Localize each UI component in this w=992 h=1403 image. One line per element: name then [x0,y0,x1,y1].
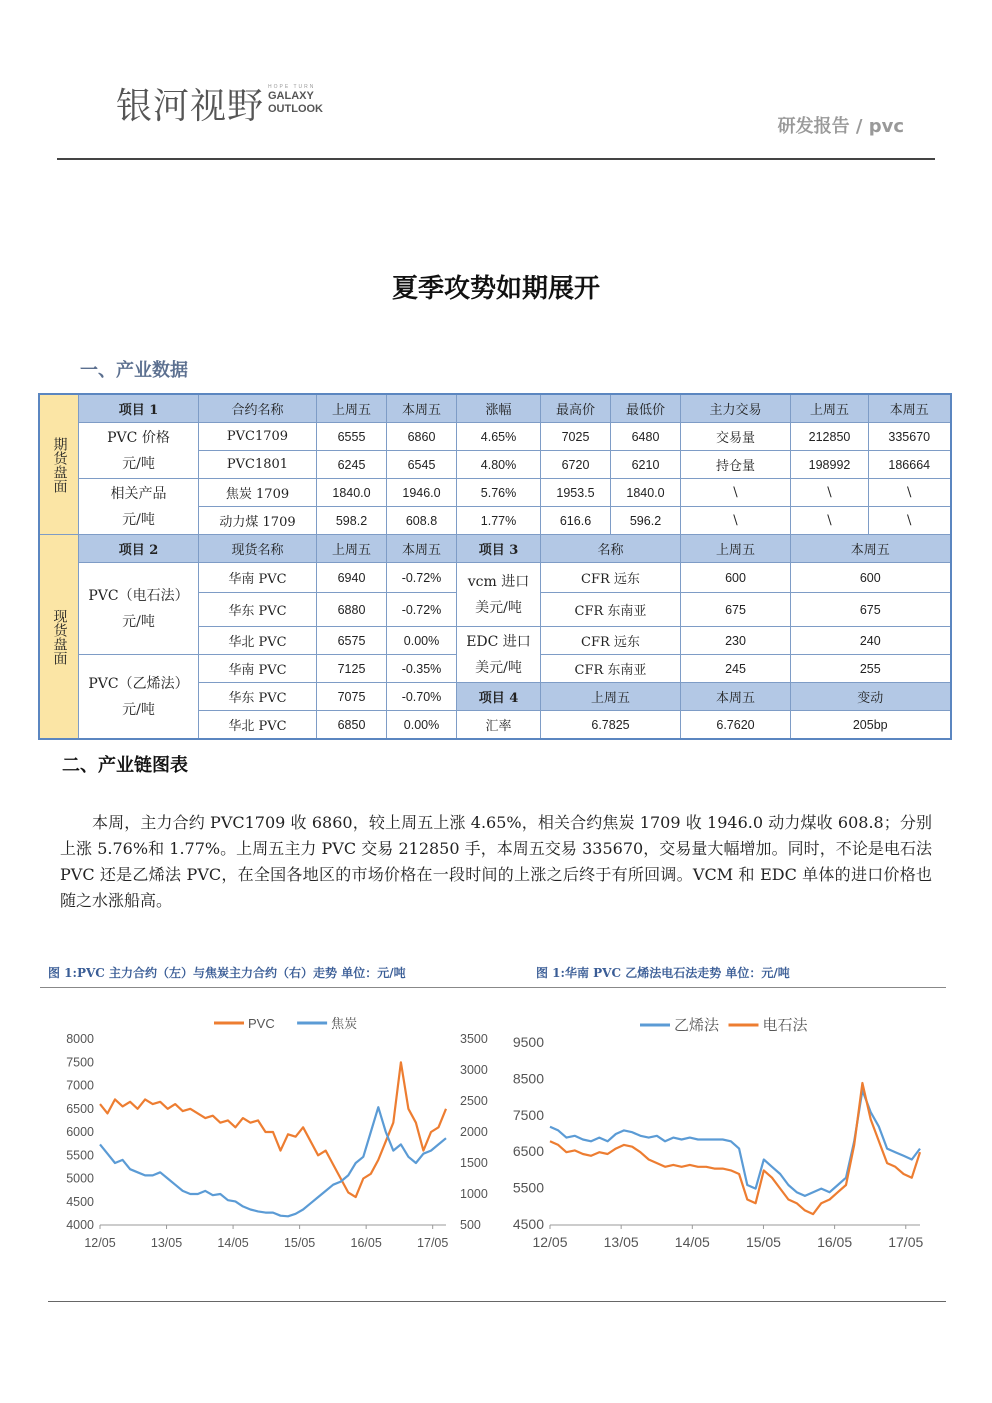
table-cell: 5.76% [457,479,541,507]
label-text: PVC（乙烯法） [88,675,189,692]
table-cell: 6.7620 [681,711,791,740]
unit-text: 美元/吨 [475,599,522,616]
footer-divider [48,1301,946,1302]
y-tick-label: 7500 [66,1055,94,1070]
table-header: 本周五 [869,394,951,423]
table-cell: 1946.0 [387,479,457,507]
y-tick-label: 6500 [66,1101,94,1116]
legend-label: 焦炭 [331,1016,358,1031]
table-header: 最高价 [541,394,611,423]
table-cell: 600 [681,563,791,593]
unit-text: 美元/吨 [475,659,522,676]
table-cell: 交易量 [681,423,791,451]
table-cell: 335670 [869,423,951,451]
table-header: 主力交易 [681,394,791,423]
table-header: 最低价 [611,394,681,423]
row-label-pvc-ethylene [79,655,199,740]
logo-en-line1: GALAXY [268,90,314,102]
x-tick-label: 14/05 [674,1234,710,1250]
y2-tick-label: 1000 [460,1187,488,1201]
unit-text: 元/吨 [122,455,155,472]
x-tick-label: 16/05 [350,1236,382,1250]
table-cell: 1840.0 [317,479,387,507]
y-tick-label: 4000 [66,1218,94,1232]
table-cell: CFR 远东 [541,627,681,655]
table-cell: 7025 [541,423,611,451]
table-row [39,563,951,593]
table-row [39,394,951,423]
table-header: 项目 4 [457,683,541,711]
table-cell: 230 [681,627,791,655]
table-cell: 600 [791,563,951,593]
page-title: 夏季攻势如期展开 [391,274,600,304]
table-cell: \ [869,507,951,535]
table-cell: 212850 [791,423,869,451]
table-cell: 186664 [869,451,951,479]
figure-caption-1: 图 1:PVC 主力合约（左）与焦炭主力合约（右）走势 单位：元/吨 [48,966,406,980]
table-cell: 675 [791,593,951,627]
table-cell: CFR 东南亚 [541,593,681,627]
table-cell: 持仓量 [681,451,791,479]
table-row [39,479,951,507]
table-header: 本周五 [387,394,457,423]
y-tick-label: 8500 [512,1070,544,1087]
table-header: 名称 [541,535,681,563]
table-cell: 6940 [317,563,387,593]
side-label-spot: 现货盘面 [39,535,79,740]
y-tick-label: 7500 [512,1106,544,1123]
table-cell: 4.65% [457,423,541,451]
table-header: 项目 1 [79,394,199,423]
unit-text: 元/吨 [122,613,155,630]
table-row [39,423,951,451]
figure-divider [40,987,946,988]
table-cell: -0.72% [387,563,457,593]
table-cell: 6575 [317,627,387,655]
x-tick-label: 12/05 [84,1236,116,1250]
table-cell: 0.00% [387,627,457,655]
table-cell: 198992 [791,451,869,479]
y2-tick-label: 500 [460,1218,481,1232]
table-cell: -0.35% [387,655,457,683]
row-label-vcm [457,563,541,627]
table-cell: 华东 PVC [199,593,317,627]
label-text: EDC 进口 [466,633,531,650]
y2-tick-label: 3000 [460,1063,488,1077]
table-header: 上周五 [681,535,791,563]
y-tick-label: 8000 [66,1032,94,1046]
y-tick-label: 4500 [66,1194,94,1209]
table-header: 上周五 [317,394,387,423]
header-divider [57,158,935,160]
table-cell: 6720 [541,451,611,479]
table-header: 涨幅 [457,394,541,423]
unit-text: 元/吨 [122,511,155,528]
y-tick-label: 5000 [66,1171,94,1186]
y-tick-label: 6000 [66,1125,94,1139]
label-text: PVC（电石法） [88,587,189,604]
table-header: 本周五 [681,683,791,711]
y-tick-label: 5500 [66,1148,94,1163]
table-cell: 1.77% [457,507,541,535]
y-tick-label: 5500 [512,1179,544,1196]
legend-label: PVC [248,1016,275,1031]
section-title-chain-charts: 二、产业链图表 [62,755,188,776]
table-cell: \ [681,479,791,507]
industry-data-table [38,393,952,740]
table-header: 上周五 [791,394,869,423]
table-row [39,535,951,563]
table-cell: \ [791,507,869,535]
body-paragraph: 本周，主力合约 PVC1709 收 6860，较上周五上涨 4.65%，相关合约焦炭 1709 收 1946.0 动力煤收 608.8；分别上涨 5.76%和 1.77%。上周五主力 PVC 交易 212850 手，本周五交易 335670，交易量大幅增加。同时，不论是电石法 PVC 还是乙烯法 PVC，在全国各地区的市场价格在一段时间的上涨之后终于有所回调。VCM 和 EDC 单体的进口价格也随之水涨船高。 [60,813,932,910]
table-cell: -0.70% [387,683,457,711]
row-label-pvc-calcium [79,563,199,655]
table-cell: \ [791,479,869,507]
table-cell: 6545 [387,451,457,479]
table-header: 项目 3 [457,535,541,563]
series-line-PVC [100,1062,446,1197]
table-cell: 汇率 [457,711,541,740]
y2-tick-label: 2500 [460,1094,488,1108]
table-cell: 205bp [791,711,951,740]
table-cell: 华北 PVC [199,627,317,655]
table-cell: 255 [791,655,951,683]
table-cell: 0.00% [387,711,457,740]
table-cell: \ [681,507,791,535]
table-header: 本周五 [387,535,457,563]
table-cell: 6.7825 [541,711,681,740]
table-cell: 焦炭 1709 [199,479,317,507]
report-tag: 研发报告 / pvc [777,116,904,137]
figure-caption-2: 图 1:华南 PVC 乙烯法电石法走势 单位：元/吨 [536,966,790,980]
series-line-电石法 [550,1083,920,1214]
table-cell: 华东 PVC [199,683,317,711]
x-tick-label: 17/05 [417,1236,449,1250]
table-cell: 616.6 [541,507,611,535]
table-cell: -0.72% [387,593,457,627]
table-header: 项目 2 [79,535,199,563]
x-tick-label: 14/05 [217,1236,249,1250]
y-tick-label: 6500 [512,1143,544,1160]
table-header: 变动 [791,683,951,711]
y2-tick-label: 3500 [460,1032,488,1046]
logo-text: 银河视野 [116,86,265,127]
x-tick-label: 17/05 [888,1234,924,1250]
label-text: PVC 价格 [107,429,170,446]
series-line-乙烯法 [550,1090,920,1196]
side-label-futures: 期货盘面 [39,394,79,535]
unit-text: 元/吨 [122,701,155,718]
table-cell: 6850 [317,711,387,740]
table-cell: 华北 PVC [199,711,317,740]
x-tick-label: 15/05 [745,1234,781,1250]
legend-label: 电石法 [762,1017,808,1034]
x-tick-label: 16/05 [817,1234,853,1250]
table-cell: 6555 [317,423,387,451]
row-label-related [79,479,199,535]
table-cell: PVC1801 [199,451,317,479]
y2-tick-label: 2000 [460,1125,488,1139]
table-header: 合约名称 [199,394,317,423]
table-cell: 6210 [611,451,681,479]
legend-label: 乙烯法 [674,1017,720,1034]
table-cell: 608.8 [387,507,457,535]
logo-tagline: HOPE TURN [268,84,316,90]
x-tick-label: 12/05 [532,1234,568,1250]
y-tick-label: 4500 [512,1216,544,1232]
table-header: 上周五 [317,535,387,563]
row-label-pvc-price [79,423,199,479]
table-cell: 6245 [317,451,387,479]
table-cell: \ [869,479,951,507]
y-tick-label: 9500 [512,1034,544,1050]
table-cell: 华南 PVC [199,563,317,593]
logo-english [268,84,323,116]
table-cell: CFR 远东 [541,563,681,593]
table-header: 现货名称 [199,535,317,563]
table-cell: 6860 [387,423,457,451]
chart-pvc-process [500,1005,940,1265]
table-cell: 动力煤 1709 [199,507,317,535]
y2-tick-label: 1500 [460,1156,488,1170]
table-cell: 675 [681,593,791,627]
y-tick-label: 7000 [66,1078,94,1093]
table-cell: CFR 东南亚 [541,655,681,683]
table-cell: 596.2 [611,507,681,535]
table-cell: 6480 [611,423,681,451]
table-cell: 7125 [317,655,387,683]
row-label-edc [457,627,541,683]
table-cell: 7075 [317,683,387,711]
section-title-industry-data: 一、产业数据 [80,360,188,381]
chart-pvc-coke [48,1005,498,1265]
x-tick-label: 13/05 [603,1234,639,1250]
x-tick-label: 15/05 [283,1236,316,1250]
table-cell: 1840.0 [611,479,681,507]
table-cell: 华南 PVC [199,655,317,683]
x-tick-label: 13/05 [150,1236,183,1250]
label-text: 相关产品 [110,485,167,502]
logo-en-line2: OUTLOOK [268,103,323,115]
table-header: 本周五 [791,535,951,563]
table-cell: 598.2 [317,507,387,535]
label-text: vcm 进口 [467,573,530,590]
table-cell: PVC1709 [199,423,317,451]
table-cell: 1953.5 [541,479,611,507]
table-cell: 6880 [317,593,387,627]
table-cell: 245 [681,655,791,683]
table-cell: 240 [791,627,951,655]
table-cell: 4.80% [457,451,541,479]
table-header: 上周五 [541,683,681,711]
